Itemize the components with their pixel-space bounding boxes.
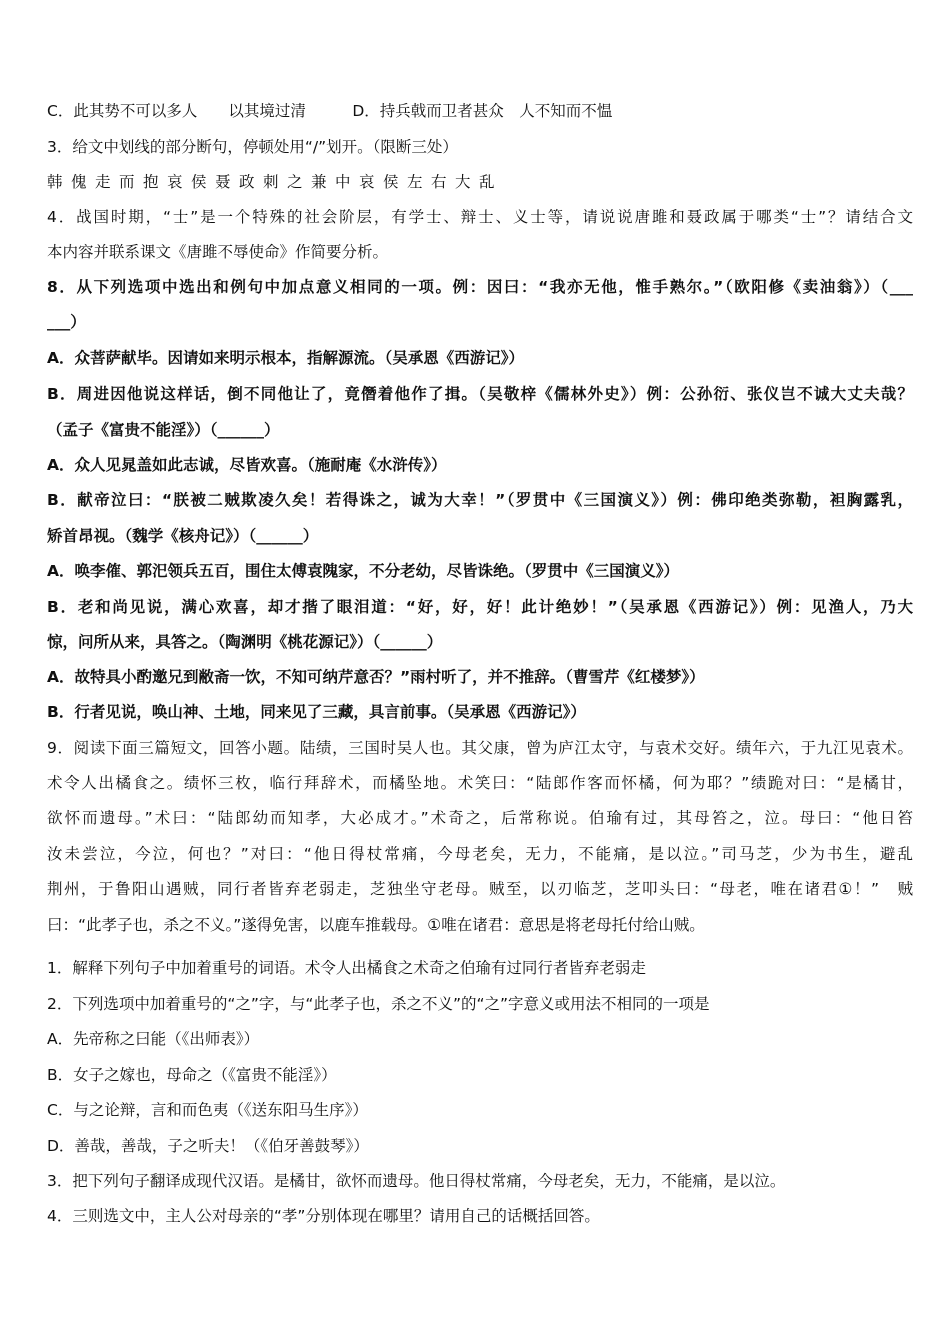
option-line: B．女子之嫁也，母命之（《富贵不能淫》） <box>47 1066 337 1084</box>
option-line: 惊，问所从来，具答之。（陶渊明《桃花源记》）（______） <box>47 633 443 651</box>
question-line: 本内容并联系课文《唐雎不辱使命》作简要分析。 <box>47 243 389 261</box>
option-line: A．众人见晁盖如此志诚，尽皆欢喜。（施耐庵《水浒传》） <box>47 456 447 474</box>
question-option-line: C．此其势不可以多人 以其境过清 D．持兵戟而卫者甚众 人不知而不愠 <box>47 102 613 120</box>
question-line: 1．解释下列句子中加着重号的词语。术令人出橘食之术奇之伯瑜有过同行者皆弃老弱走 <box>47 959 646 977</box>
question-line: 3．把下列句子翻译成现代汉语。是橘甘，欲怀而遗母。他日得杖常痛，今母老矣，无力，不能痛，是以泣。 <box>47 1172 786 1190</box>
question-line: 4．三则选文中，主人公对母亲的“孝”分别体现在哪里？请用自己的话概括回答。 <box>47 1207 600 1225</box>
option-line: C．与之论辩，言和而色夷（《送东阳马生序》） <box>47 1101 368 1119</box>
option-line: A．众菩萨献毕。因请如来明示根本，指解源流。（吴承恩《西游记》） <box>47 349 524 367</box>
option-line: A．先帝称之曰能（《出师表》） <box>47 1030 260 1048</box>
option-line: B．老和尚见说，满心欢喜，却才揩了眼泪道：“好，好，好！此计绝妙！”（吴承恩《西游记》）例：见渔人，乃大 <box>47 598 913 616</box>
passage-line: 9．阅读下面三篇短文，回答小题。陆绩，三国时吴人也。其父康，曾为庐江太守，与袁术交好。绩年六，于九江见袁术。 <box>47 739 913 757</box>
option-line: （孟子《富贵不能淫》）（______） <box>47 421 280 439</box>
passage-line: 术令人出橘食之。绩怀三枚，临行拜辞术，而橘坠地。术笑曰：“陆郎作客而怀橘，何为耶？”绩跪对曰：“是橘甘， <box>47 774 913 792</box>
option-line: 矫首昂视。（魏学《核舟记》）（______） <box>47 527 319 545</box>
passage-line: 曰：“此孝子也，杀之不义。”遂得免害，以鹿车推载母。①唯在诸君：意思是将老母托付给山贼。 <box>47 916 705 934</box>
option-line: B．行者见说，唤山神、土地，同来见了三藏，具言前事。（吴承恩《西游记》） <box>47 703 586 721</box>
question-line: 3．给文中划线的部分断句，停顿处用“/”划开。（限断三处） <box>47 138 458 156</box>
option-line: A．故特具小酌邀兄到敝斋一饮，不知可纳芹意否？”雨村听了，并不推辞。（曹雪芹《红楼梦》） <box>47 668 705 686</box>
question-8-line: ___） <box>47 313 86 331</box>
option-line: A．唤李傕、郭汜领兵五百，围住太傅袁隗家，不分老幼，尽皆诛绝。（罗贯中《三国演义》） <box>47 562 679 580</box>
option-line: B．周进因他说这样话，倒不同他让了，竟僭着他作了揖。（吴敬梓《儒林外史》）例：公孙衍、张仪岂不诚大丈夫哉？ <box>47 385 913 403</box>
question-8-line: 8．从下列选项中选出和例句中加点意义相同的一项。例：因曰：“我亦无他，惟手熟尔。”（欧阳修《卖油翁》）（___ <box>47 278 913 296</box>
passage-line: 汝未尝泣，今泣，何也？”对曰：“他日得杖常痛，今母老矣，无力，不能痛，是以泣。”司马芝，少为书生，避乱 <box>47 845 913 863</box>
option-line: B．献帝泣曰：“朕被二贼欺凌久矣！若得诛之，诚为大幸！”（罗贯中《三国演义》）例：佛印绝类弥勒，袒胸露乳， <box>47 491 913 509</box>
passage-line: 欲怀而遗母。”术曰：“陆郎幼而知孝，大必成才。”术奇之，后常称说。伯瑜有过，其母笞之，泣。母曰：“他日笞 <box>47 809 913 827</box>
question-line: 2．下列选项中加着重号的“之”字，与“此孝子也，杀之不义”的“之”字意义或用法不相同的一项是 <box>47 995 710 1013</box>
sentence-to-punctuate: 韩傀走而抱哀侯聂政刺之兼中哀侯左右大乱 <box>47 173 504 191</box>
option-line: D．善哉，善哉，子之听夫！（《伯牙善鼓琴》） <box>47 1137 369 1155</box>
question-line: 4．战国时期，“士”是一个特殊的社会阶层，有学士、辩士、义士等，请说说唐雎和聂政属于哪类“士”？请结合文 <box>47 208 913 226</box>
passage-line: 荆州，于鲁阳山遇贼，同行者皆弃老弱走，芝独坐守老母。贼至，以刃临芝，芝叩头曰：“母老，唯在诸君①！” 贼 <box>47 880 913 898</box>
